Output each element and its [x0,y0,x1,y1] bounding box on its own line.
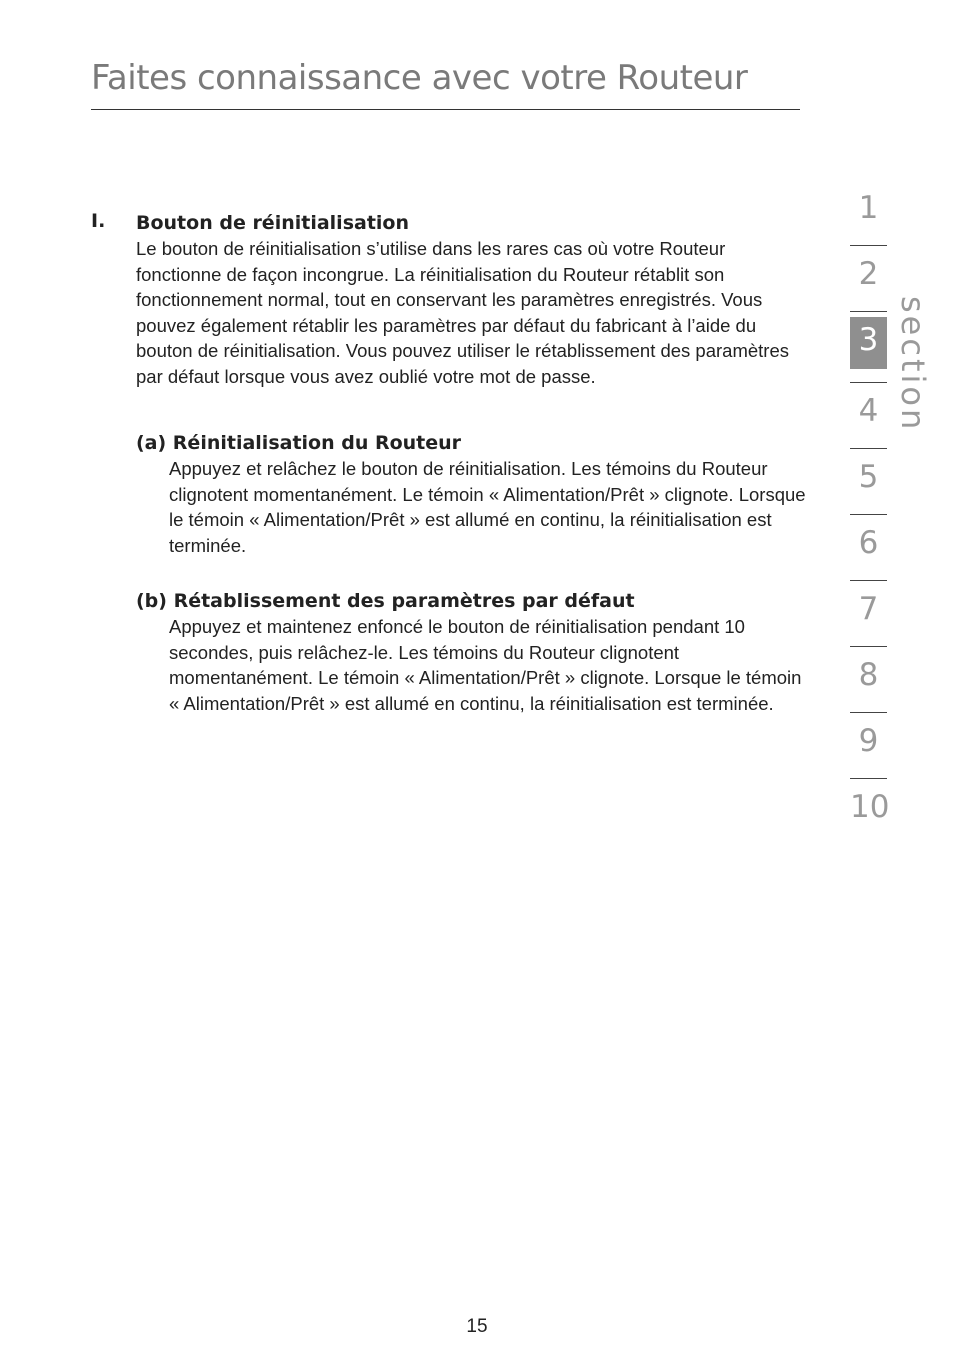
subsection-heading: (a) Réinitialisation du Routeur [136,432,462,454]
section-tab-3[interactable] [850,317,887,383]
section-tab-number: 5 [858,459,879,495]
section-tab-number: 7 [858,591,879,627]
section-tab-2[interactable] [850,246,887,312]
section-tab-number: 6 [858,525,879,561]
section-tab-10[interactable] [850,779,890,845]
section-tab-4[interactable] [850,383,887,449]
section-tab-9[interactable] [850,713,887,779]
section-nav-label [894,296,936,433]
section-tab-6[interactable] [850,515,887,581]
section-tab-number: 2 [858,256,879,292]
title-divider [91,109,800,110]
section-tab-8[interactable] [850,647,887,713]
section-tab-1[interactable] [850,180,887,246]
section-nav-label-text: section [894,296,932,433]
page-title: Faites connaissance avec votre Routeur [91,58,748,98]
subsection-body: Appuyez et relâchez le bouton de réinitialisation. Les témoins du Routeur clignotent momentanément. Le témoin « Alimentation/Prêt » clignote. Lorsque le témoin « Alimentation/Prêt » est allumé en continu, la réinitialisation est terminée. [169,458,806,556]
section-index-nav [850,180,890,845]
section-tab-number: 9 [858,723,879,759]
section-tab-number: 8 [858,657,879,693]
section-tab-number: 1 [858,190,879,226]
section-tab-number: 4 [858,393,879,429]
section-heading: Bouton de réinitialisation [136,212,409,234]
section-tab-number: 10 [850,789,890,825]
page-number: 15 [466,1316,488,1337]
section-reset-button [91,210,811,389]
section-tab-5[interactable] [850,449,887,515]
section-tab-7[interactable] [850,581,887,647]
subsection-heading: (b) Rétablissement des paramètres par défaut [136,590,635,612]
subsection-router-reset [136,430,806,558]
subsection-factory-defaults [136,588,806,716]
section-tab-number: 3 [850,317,887,369]
section-body: Le bouton de réinitialisation s’utilise dans les rares cas où votre Routeur fonctionne de façon incongrue. La réinitialisation du Routeur rétablit son fonctionnement normal, tout en conservant les paramètres enregistrés. Vous pouvez également rétablir les paramètres par défaut du fabricant à l’aide du bouton de réinitialisation. Vous pouvez utiliser le rétablissement des paramètres par défaut lorsque vous avez oublié votre mot de passe. [136,238,790,387]
subsection-body: Appuyez et maintenez enfoncé le bouton de réinitialisation pendant 10 secondes, puis relâchez-le. Les témoins du Routeur clignotent momentanément. Le témoin « Alimentation/Prêt » clignote. Lorsque le témoin « Alimentation/Prêt » est allumé en continu, la réinitialisation est terminée. [169,616,802,714]
section-marker: I. [91,210,106,232]
